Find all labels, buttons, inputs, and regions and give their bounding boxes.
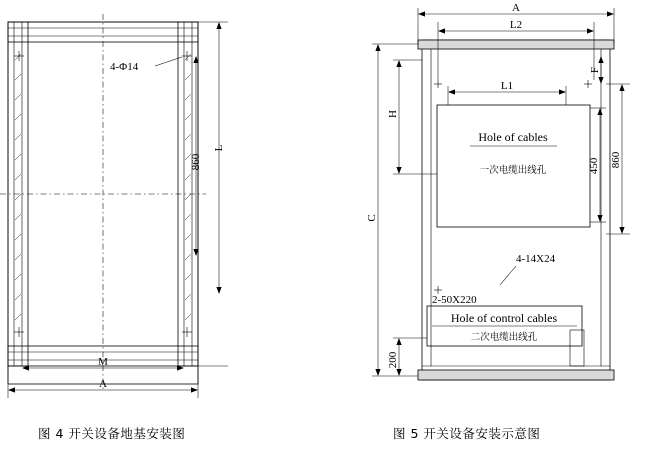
figure-5-caption: 图 5 开关设备安装示意图 [393,426,541,441]
fig5-dim450-arrow-bottom [597,215,602,222]
fig5-dim450-arrow-top [597,108,602,115]
fig5-dim200-arrow-top [396,338,401,345]
fig5-dimL1-arrow-right [559,89,566,94]
fig4-dim860-label: 860 [190,153,202,171]
fig4-dimA-label: A [99,378,107,390]
fig4-dimL-label: L [213,144,225,152]
fig4-dimA-arrow-left [8,387,15,392]
fig4-dimM-label: M [98,356,108,368]
fig5-dimF-arrow-bottom [598,77,603,84]
fig5-dimH-arrow-bottom [396,167,401,174]
fig4-dimA-arrow-right [191,387,198,392]
fig5-dimH-label: H [387,110,399,118]
fig5-mount-holes-leader [500,266,516,285]
fig5-cabinet-base [418,370,614,380]
fig4-dimL-arrow-top [216,22,221,29]
fig4-hole-callout-label: 4-Φ14 [110,61,139,73]
figure-5-group [366,2,630,380]
fig5-cable-hole-en-label: Hole of cables [478,130,548,144]
fig5-dimC-label: C [366,214,378,222]
fig5-dimA-label: A [512,2,520,14]
fig5-dimL2-arrow-left [438,28,445,33]
fig5-cabinet-roof [418,40,614,49]
fig5-dim450-label: 450 [588,157,600,175]
fig5-dimC-arrow-top [375,44,380,51]
fig5-dimF-arrow-top [598,56,603,63]
fig5-dimC-arrow-bottom [375,369,380,376]
fig5-dimL2-arrow-right [587,28,594,33]
fig5-control-hole-en-label: Hole of control cables [450,311,558,325]
fig5-dimL2-label: L2 [509,19,523,31]
figure-4-caption: 图 4 开关设备地基安装图 [38,426,186,441]
fig5-dimL1-label: L1 [500,80,514,92]
fig5-control-hole-cn-label: 二次电缆出线孔 [470,332,538,343]
fig5-dimA-arrow-left [418,11,425,16]
fig5-dim200-arrow-bottom [396,369,401,376]
fig5-control-hole-size-label: 2-50X220 [432,294,477,306]
fig5-dimA-arrow-right [607,11,614,16]
fig5-dim200-label: 200 [387,351,399,369]
fig4-dimL-arrow-bottom [216,287,221,294]
fig5-dim860-label: 860 [610,151,622,169]
fig5-dimF-label: F [589,66,601,74]
figure-4-group [0,14,228,398]
fig5-cable-hole-cn-label: 一次电缆出线孔 [479,165,547,176]
fig5-dim860-arrow-bottom [619,227,624,234]
fig5-dimL1-arrow-left [448,89,455,94]
fig5-dim860-arrow-top [619,84,624,91]
fig5-dimH-arrow-top [396,60,401,67]
fig5-control-hole-marker [434,286,442,294]
fig5-mount-holes-label: 4-14X24 [516,253,556,265]
